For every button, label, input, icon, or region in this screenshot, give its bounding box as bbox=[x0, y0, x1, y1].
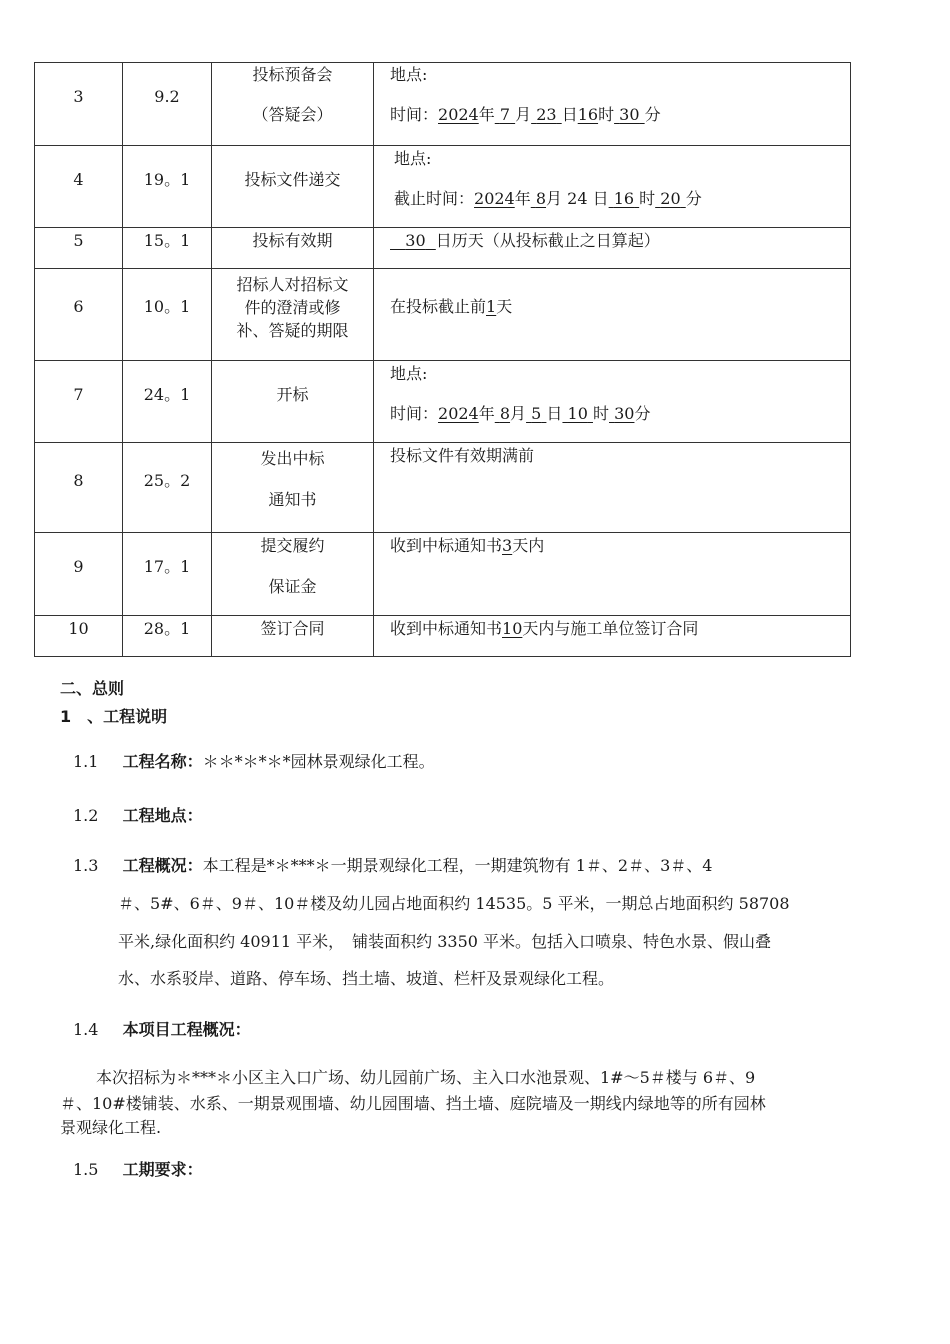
clause-label: 工程名称： bbox=[122, 752, 203, 771]
clause-text-line: ＃、5#、6＃、9＃、10＃楼及幼儿园占地面积约 14535。5 平米，一期总占地面积约 58708 bbox=[118, 894, 790, 913]
clause-text-line: 平米,绿化面积约 40911 平米， 铺装面积约 3350 平米。包括入口喷泉、特色水景、假山叠 bbox=[118, 932, 772, 951]
clause-value: ＊＊*＊*＊*园林景观绿化工程。 bbox=[202, 752, 435, 771]
clause-number: 1.3 bbox=[73, 856, 99, 875]
item-detail: 30 日历天（从投标截止之日算起） bbox=[374, 228, 851, 269]
clause-number: 1.5 bbox=[73, 1160, 99, 1179]
clause-number: 19。1 bbox=[123, 146, 212, 228]
clause-1-4 bbox=[73, 1020, 251, 1040]
paragraph-line: 本次招标为＊***＊小区主入口广场、幼儿园前广场、主入口水池景观、1#～5＃楼与 6＃、9 bbox=[96, 1068, 756, 1087]
clause-number: 28。1 bbox=[123, 616, 212, 657]
item-name: 提交履约 保证金 bbox=[212, 533, 374, 616]
item-name: 签订合同 bbox=[212, 616, 374, 657]
item-detail: 在投标截止前1天 bbox=[374, 269, 851, 361]
item-detail: 地点: 时间：2024年 8月 5 日 10 时 30分 bbox=[374, 361, 851, 443]
item-detail: 地点: 截止时间：2024年 8月 24 日 16 时 20 分 bbox=[374, 146, 851, 228]
clause-1-2 bbox=[73, 806, 203, 826]
table-row bbox=[35, 533, 851, 616]
item-detail: 投标文件有效期满前 bbox=[374, 443, 851, 533]
clause-number: 15。1 bbox=[123, 228, 212, 269]
table-row bbox=[35, 269, 851, 361]
item-detail: 收到中标通知书10天内与施工单位签订合同 bbox=[374, 616, 851, 657]
section-title: 二、总则 bbox=[60, 679, 125, 698]
row-number: 4 bbox=[35, 146, 123, 228]
item-name: 招标人对招标文 件的澄清或修 补、答疑的期限 bbox=[212, 269, 374, 361]
clause-number: 17。1 bbox=[123, 533, 212, 616]
clause-value: 本工程是*＊***＊一期景观绿化工程，一期建筑物有 1＃、2＃、3＃、4 bbox=[202, 856, 713, 875]
item-detail: 收到中标通知书3天内 bbox=[374, 533, 851, 616]
item-name: 发出中标 通知书 bbox=[212, 443, 374, 533]
clause-number: 9.2 bbox=[123, 63, 212, 146]
clause-1-3 bbox=[73, 856, 712, 876]
clause-1-1 bbox=[73, 752, 435, 772]
clause-number: 10。1 bbox=[123, 269, 212, 361]
clause-label: 工程地点： bbox=[122, 806, 203, 825]
clause-number: 1.1 bbox=[73, 752, 99, 771]
row-number: 8 bbox=[35, 443, 123, 533]
table-row bbox=[35, 443, 851, 533]
row-number: 10 bbox=[35, 616, 123, 657]
subsection-title: 1 、工程说明 bbox=[60, 707, 168, 726]
table-row bbox=[35, 146, 851, 228]
row-number: 3 bbox=[35, 63, 123, 146]
table-row bbox=[35, 63, 851, 146]
item-name: 开标 bbox=[212, 361, 374, 443]
clause-number: 1.2 bbox=[73, 806, 99, 825]
item-name: 投标预备会 （答疑会） bbox=[212, 63, 374, 146]
table-row bbox=[35, 361, 851, 443]
item-name: 投标文件递交 bbox=[212, 146, 374, 228]
item-name: 投标有效期 bbox=[212, 228, 374, 269]
clause-number: 24。1 bbox=[123, 361, 212, 443]
row-number: 5 bbox=[35, 228, 123, 269]
clause-label: 工程概况： bbox=[122, 856, 203, 875]
clause-label: 工期要求： bbox=[122, 1160, 203, 1179]
item-detail: 地点: 时间：2024年 7 月 23 日16时 30 分 bbox=[374, 63, 851, 146]
paragraph-line: 景观绿化工程. bbox=[60, 1118, 162, 1137]
clause-label: 本项目工程概况： bbox=[122, 1020, 251, 1039]
clause-1-5 bbox=[73, 1160, 203, 1180]
row-number: 9 bbox=[35, 533, 123, 616]
row-number: 7 bbox=[35, 361, 123, 443]
clause-number: 25。2 bbox=[123, 443, 212, 533]
table-row bbox=[35, 228, 851, 269]
schedule-table bbox=[34, 62, 851, 657]
paragraph-line: ＃、10#楼铺装、水系、一期景观围墙、幼儿园围墙、挡土墙、庭院墙及一期线内绿地等的所有园林 bbox=[60, 1094, 766, 1113]
row-number: 6 bbox=[35, 269, 123, 361]
clause-number: 1.4 bbox=[73, 1020, 99, 1039]
table-row bbox=[35, 616, 851, 657]
clause-text-line: 水、水系驳岸、道路、停车场、挡土墙、坡道、栏杆及景观绿化工程。 bbox=[118, 969, 615, 988]
